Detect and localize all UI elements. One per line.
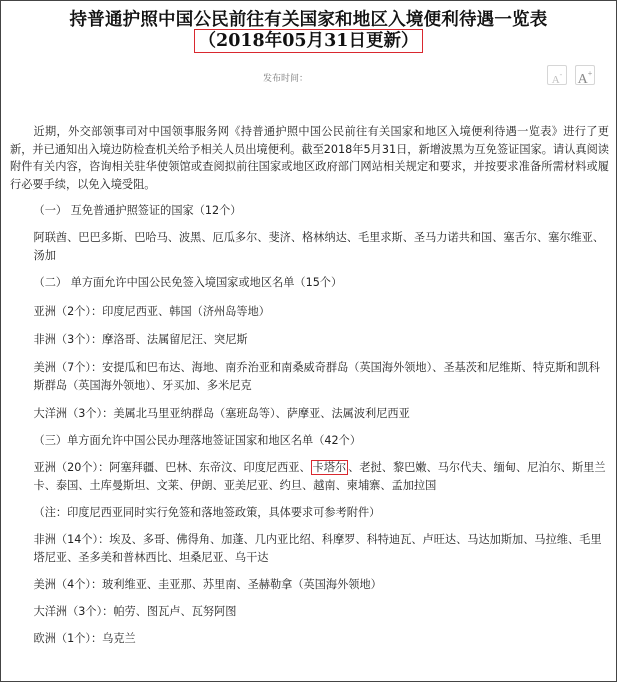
font-decrease-sign: - [559,70,563,79]
font-increase-glyph: A [577,71,588,87]
subtitle-wrapper [1,29,616,53]
section-2-americas: 美洲（7个）：安提瓜和巴布达、海地、南乔治亚和南桑威奇群岛（英国海外领地）、圣基茨和尼维斯、特克斯和凯科斯群岛（英国海外领地）、牙买加、多米尼克 [33,361,600,393]
font-increase-button[interactable] [575,65,595,85]
section-3-oceania: 大洋洲（3个）：帕劳、图瓦卢、瓦努阿图 [33,605,237,619]
intro-paragraph: 近期，外交部领事司对中国领事服务网《持普通护照中国公民前往有关国家和地区入境便利待遇一览表》进行了更新，并已通知出入境边防检查机关给予相关人员出境便利。截至2018年5月31日，新增波黑为互免签证国家。请认真阅读附件有关内容，咨询相关驻华使领馆或查阅拟前往国家或地区政府部门网站相关规定和要求，并按要求准备所需材料或履行必要手续，以免入境受阻。 [10,125,609,191]
section-2-africa: 非洲（3个）：摩洛哥、法属留尼汪、突尼斯 [33,333,248,347]
section-3-europe: 欧洲（1个）：乌克兰 [33,632,136,646]
section-1-country-list: 阿联酋、巴巴多斯、巴哈马、波黑、厄瓜多尔、斐济、格林纳达、毛里求斯、圣马力诺共和国、塞舌尔、塞尔维亚、汤加 [33,231,605,263]
font-increase-icon [577,69,593,87]
section-3-asia [10,459,609,495]
page-title: 持普通护照中国公民前往有关国家和地区入境便利待遇一览表 [69,10,548,30]
section-3-americas: 美洲（4个）：玻利维亚、圭亚那、苏里南、圣赫勒拿（英国海外领地） [33,578,382,592]
section-2-heading: （二） 单方面允许中国公民免签入境国家或地区名单（15个） [33,276,343,290]
section-3-asia-rest: 、老挝、黎巴嫩、马尔代夫、缅甸、尼泊尔、斯里兰卡、泰国、土库曼斯坦、文莱、伊朗、亚美尼亚、约旦、越南、柬埔寨、孟加拉国 [33,461,606,493]
font-decrease-icon [551,70,563,86]
section-3-africa: 非洲（14个）：埃及、多哥、佛得角、加蓬、几内亚比绍、科摩罗、科特迪瓦、卢旺达、马达加斯加、马拉维、毛里塔尼亚、圣多美和普林西比、坦桑尼亚、乌干达 [33,533,602,565]
article-body [1,123,617,648]
update-date-subtitle: （2018年05月31日更新） [194,29,424,53]
font-decrease-glyph: A [551,73,560,86]
highlighted-country-qatar: 卡塔尔 [312,461,347,475]
publish-time-label: 发布时间： [263,74,309,84]
section-2-asia: 亚洲（2个）：印度尼西亚、韩国（济州岛等地） [33,305,270,319]
section-3-asia-lead: 亚洲（20个）：阿塞拜疆、巴林、东帝汶、印度尼西亚、 [33,461,311,475]
section-1-heading: （一） 互免普通护照签证的国家（12个） [33,204,242,218]
font-decrease-button[interactable] [547,65,567,85]
font-increase-sign: + [587,69,593,78]
section-3-heading: （三）单方面允许中国公民办理落地签证国家和地区名单（42个） [33,434,362,448]
section-2-oceania: 大洋洲（3个）：美属北马里亚纳群岛（塞班岛等）、萨摩亚、法属波利尼西亚 [33,407,410,421]
section-3-note: （注：印度尼西亚同时实行免签和落地签政策，具体要求可参考附件） [33,506,381,520]
